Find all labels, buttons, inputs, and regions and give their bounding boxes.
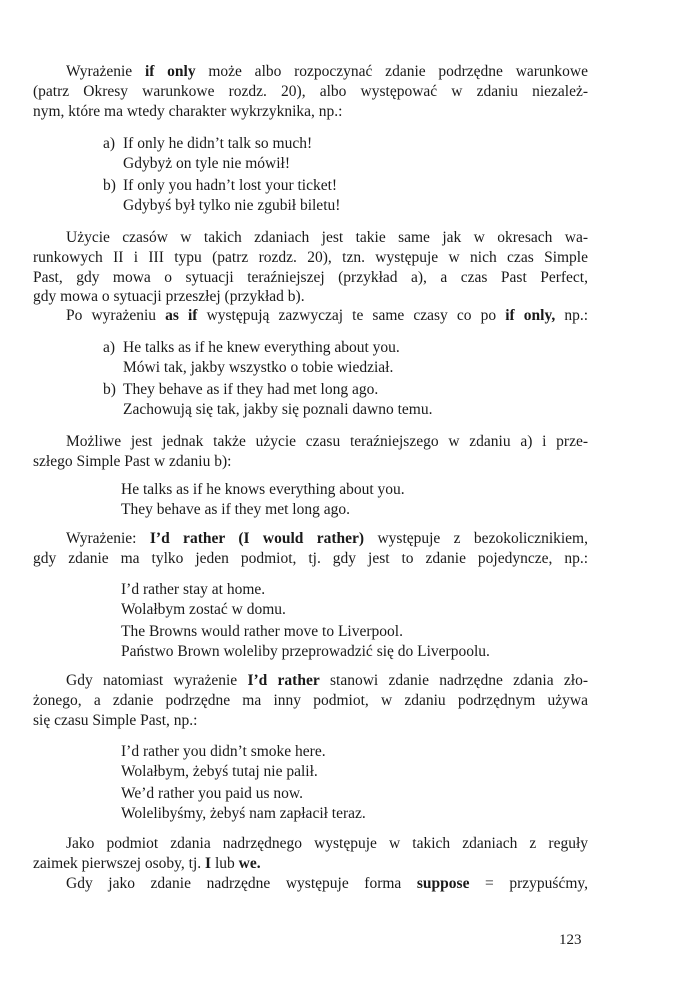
page-number: 123	[559, 932, 582, 948]
ex2-a-label: a)	[103, 339, 116, 356]
p7-line2: zaimek pierwszej osoby, tj. I lub we.	[33, 855, 261, 872]
ex2-b-pl: Zachowują się tak, jakby się poznali dawno temu.	[123, 401, 433, 418]
ex5-line2: Wolałbym, żebyś tutaj nie palił.	[121, 763, 318, 780]
ex1-b-label: b)	[103, 177, 116, 194]
p1-line3: nym, które ma wtedy charakter wykrzyknika, np.:	[33, 103, 343, 120]
ex5-line3: We’d rather you paid us now.	[121, 785, 303, 802]
ex1-a-label: a)	[103, 135, 116, 152]
ex2-a-pl: Mówi tak, jakby wszystko o tobie wiedział.	[123, 359, 394, 376]
ex4-line3: The Browns would rather move to Liverpool.	[121, 623, 403, 640]
ex2-b-label: b)	[103, 381, 116, 398]
p4-line2: szłego Simple Past w zdaniu b):	[33, 453, 232, 470]
p1-line2: (patrz Okresy warunkowe rozdz. 20), albo występować w zdaniu niezależ-	[33, 83, 588, 100]
p5-line2: gdy zdanie ma tylko jeden podmiot, tj. gdy jest to zdanie pojedyncze, np.:	[33, 550, 588, 567]
ex3-line1: He talks as if he knows everything about you.	[121, 481, 405, 498]
ex1-a-en: If only he didn’t talk so much!	[123, 135, 313, 152]
ex2-a-en: He talks as if he knew everything about you.	[123, 339, 400, 356]
p2-line4: gdy mowa o sytuacji przeszłej (przykład b).	[33, 288, 305, 305]
ex3-line2: They behave as if they met long ago.	[121, 501, 350, 518]
ex1-a-pl: Gdybyż on tyle nie mówił!	[123, 155, 291, 172]
ex4-line2: Wolałbym zostać w domu.	[121, 601, 286, 618]
p8-line1: Gdy jako zdanie nadrzędne występuje forma suppose = przypuśćmy,	[66, 875, 588, 892]
p2-line3: Past, gdy mowa o sytuacji teraźniejszej (przykład a), a czas Past Perfect,	[33, 269, 588, 286]
p3-line1: Po wyrażeniu as if występują zazwyczaj te same czasy co po if only, np.:	[66, 307, 589, 324]
ex5-line1: I’d rather you didn’t smoke here.	[121, 743, 326, 760]
p6-line2: żonego, a zdanie podrzędne ma inny podmiot, w zdaniu podrzędnym używa	[33, 692, 588, 709]
ex1-b-en: If only you hadn’t lost your ticket!	[123, 177, 338, 194]
ex4-line4: Państwo Brown woleliby przeprowadzić się do Liverpoolu.	[121, 643, 490, 660]
p6-line1: Gdy natomiast wyrażenie I’d rather stanowi zdanie nadrzędne zdania zło-	[66, 672, 588, 689]
ex1-b-pl: Gdybyś był tylko nie zgubił biletu!	[123, 197, 341, 214]
ex4-line1: I’d rather stay at home.	[121, 581, 266, 598]
p2-line1: Użycie czasów w takich zdaniach jest takie same jak w okresach wa-	[66, 229, 588, 246]
p2-line2: runkowych II i III typu (patrz rozdz. 20), tzn. występuje w nich czas Simple	[33, 249, 588, 266]
p7-line1: Jako podmiot zdania nadrzędnego występuje w takich zdaniach z reguły	[66, 835, 588, 852]
ex2-b-en: They behave as if they had met long ago.	[123, 381, 379, 398]
p4-line1: Możliwe jest jednak także użycie czasu teraźniejszego w zdaniu a) i prze-	[66, 433, 588, 450]
p5-line1: Wyrażenie: I’d rather (I would rather) występuje z bezokolicznikiem,	[66, 530, 588, 547]
p6-line3: się czasu Simple Past, np.:	[33, 712, 198, 729]
ex5-line4: Wolelibyśmy, żebyś nam zapłacił teraz.	[121, 805, 366, 822]
p1-line1: Wyrażenie if only może albo rozpoczynać zdanie podrzędne warunkowe	[66, 63, 588, 80]
